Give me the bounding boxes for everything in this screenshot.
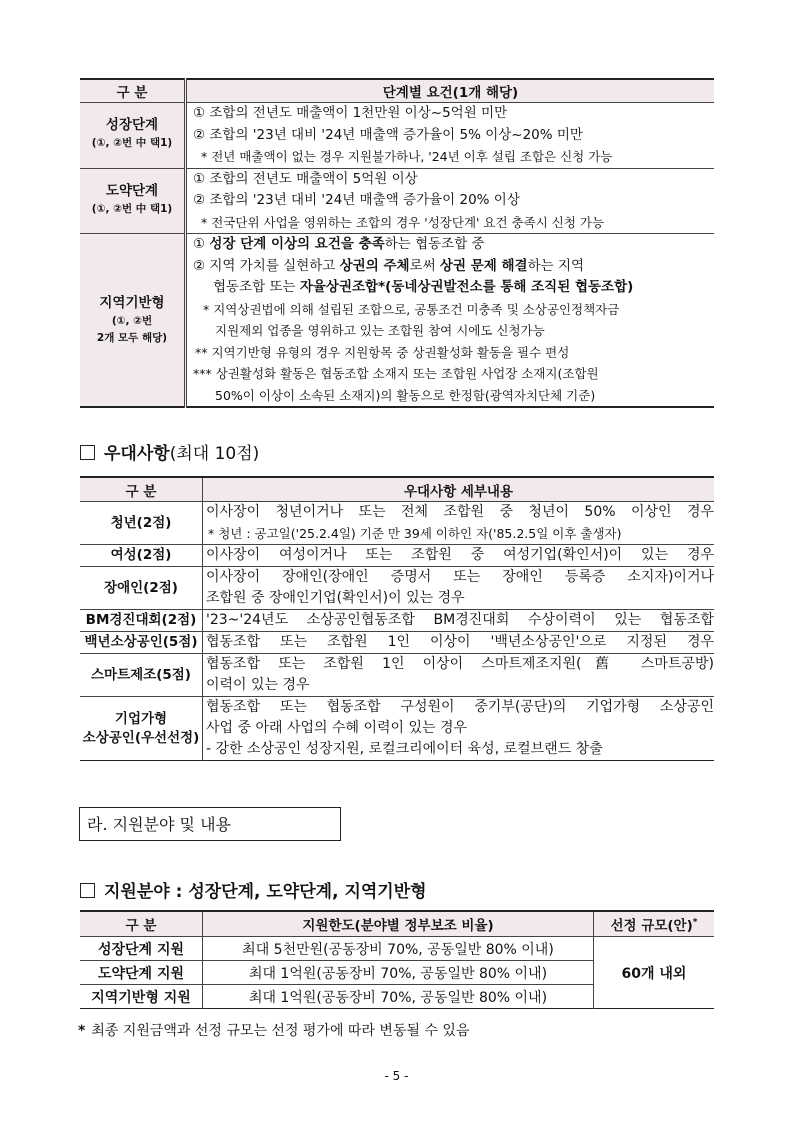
growth-label: 성장단계	[105, 117, 159, 134]
regional-note-1b: 지원제외 업종을 영위하고 있는 조합원 참여 시에도 신청가능	[215, 323, 545, 338]
table-header-row	[80, 911, 714, 937]
row-limit: 최대 1억원(공동장비 70%, 공동일반 80% 이내)	[203, 985, 594, 1009]
leap-note: * 전국단위 사업을 영위하는 조합의 경우 '성장단계' 요건 충족시 신청 가능	[201, 214, 605, 230]
row-label: 성장단계 지원	[80, 937, 203, 961]
row-line: '23~'24년도 소상공인협동조합 BM경진대회 수상이력이 있는 협동조합	[206, 612, 714, 628]
column-header-limit: 지원한도(분야별 정부보조 비율)	[203, 911, 594, 937]
table-header-row	[80, 477, 714, 502]
table-row	[80, 937, 714, 961]
row-label: 스마트제조(5점)	[80, 654, 203, 697]
regional-note-3b: 50%이 이상이 소속된 소재지)의 활동으로 한정함(광역자치단체 기준)	[215, 387, 596, 403]
support-field-heading-text: 지원분야 : 성장단계, 도약단계, 지역기반형	[104, 882, 427, 902]
table-header-row	[80, 79, 714, 103]
regional-line-1-a: ①	[193, 236, 210, 252]
footnote-mark: *	[78, 1023, 86, 1039]
row-label-regional	[80, 234, 186, 408]
regional-line-1	[193, 234, 714, 256]
page-number: - 5 -	[384, 1069, 409, 1083]
regional-note-2: ** 지역기반형 유형의 경우 지원항목 중 상권활성화 활동을 필수 편성	[195, 344, 570, 360]
support-limit-table	[80, 910, 714, 1009]
column-header-details: 우대사항 세부내용	[203, 477, 715, 502]
regional-sub-2: 2개 모두 해당)	[96, 331, 168, 344]
row-content	[203, 697, 715, 761]
column-header-scale-text: 선정 규모(안)	[610, 918, 693, 934]
regional-line-2-bold-1: 상권의 주체	[339, 257, 410, 274]
footnote-text: 최종 지원금액과 선정 규모는 선정 평가에 따라 변동될 수 있음	[91, 1023, 470, 1039]
stage-requirements-table	[80, 78, 714, 408]
selection-scale: 60개 내외	[621, 965, 687, 982]
row-limit: 최대 5천만원(공동장비 70%, 공동일반 80% 이내)	[203, 937, 594, 961]
regional-line-2-c: 로써	[409, 257, 440, 274]
row-label: 지역기반형 지원	[80, 985, 203, 1009]
leap-label: 도약단계	[105, 182, 159, 199]
table-row	[80, 545, 714, 567]
row-line: 이사장이 여성이거나 또는 조합원 중 여성기업(확인서)이 있는 경우	[206, 547, 714, 563]
table-row	[80, 567, 714, 610]
growth-content	[186, 103, 715, 169]
preference-heading-main: 우대사항	[104, 444, 170, 464]
row-content	[203, 632, 715, 654]
row-content	[203, 654, 715, 697]
regional-line-3	[193, 277, 714, 299]
row-line: 이사장이 장애인(장애인 증명서 또는 장애인 등록증 소지자)이거나	[206, 569, 714, 585]
row-line: * 청년 : 공고일('25.2.4일) 기준 만 39세 이하인 자('85.2.5일 이후 출생자)	[208, 526, 622, 541]
preference-heading-paren: (최대 10점)	[169, 444, 260, 464]
row-content	[203, 502, 715, 545]
row-content	[203, 545, 715, 567]
row-line: - 강한 소상공인 성장지원, 로컬크리에이터 육성, 로컬브랜드 창출	[206, 741, 603, 757]
regional-line-2-bold-2: 상권 문제 해결	[439, 257, 528, 274]
table-row-regional	[80, 234, 714, 408]
section-title-box: 라. 지원분야 및 내용	[79, 807, 341, 841]
table-row	[80, 697, 714, 761]
regional-sub-1: (①, ②번	[111, 314, 153, 327]
row-line: 조합원 중 장애인기업(확인서)이 있는 경우	[206, 590, 465, 606]
row-line: 이사장이 청년이거나 또는 전체 조합원 중 청년이 50% 이상인 경우	[206, 504, 714, 520]
row-label: 청년(2점)	[80, 502, 203, 545]
row-label: 백년소상공인(5점)	[80, 632, 203, 654]
row-label: 도약단계 지원	[80, 961, 203, 985]
row-line: 사업 중 아래 사업의 수혜 이력이 있는 경우	[206, 720, 468, 736]
row-label-growth	[80, 103, 186, 169]
row-label	[80, 697, 203, 761]
leap-line-1: ① 조합의 전년도 매출액이 5억원 이상	[193, 170, 418, 187]
growth-note: * 전년 매출액이 없는 경우 지원불가하나, '24년 이후 설립 조합은 신청 가능	[201, 149, 613, 164]
footnote	[78, 1020, 469, 1040]
column-header-requirements: 단계별 요건(1개 해당)	[186, 79, 715, 103]
growth-line-1: ① 조합의 전년도 매출액이 1천만원 이상~5억원 미만	[193, 105, 508, 121]
regional-line-2-a: ② 지역 가치를 실현하고	[193, 257, 340, 274]
column-header-category: 구 분	[80, 477, 203, 502]
checkbox-square-icon	[80, 445, 95, 460]
row-label-leap	[80, 168, 186, 234]
column-header-category: 구 분	[80, 79, 186, 103]
row-content	[203, 567, 715, 610]
row-line: 협동조합 또는 조합원 1인 이상이 '백년소상공인'으로 지정된 경우	[206, 634, 714, 650]
regional-line-1-c: 하는 협동조합 중	[384, 236, 485, 252]
leap-line-2: ② 조합의 '23년 대비 '24년 매출액 증가율이 20% 이상	[193, 192, 520, 208]
regional-note-3a: *** 상권활성화 활동은 협동조합 소재지 또는 조합원 사업장 소재지(조합원	[193, 366, 599, 381]
table-row-leap	[80, 168, 714, 234]
growth-sub: (①, ②번 中 택1)	[91, 137, 173, 150]
row-content	[203, 610, 715, 632]
regional-line-1-bold: 성장 단계 이상의 요건을 충족	[209, 236, 385, 252]
row-label: BM경진대회(2점)	[80, 610, 203, 632]
table-row-growth	[80, 103, 714, 169]
regional-content	[186, 234, 715, 408]
row-label: 여성(2점)	[80, 545, 203, 567]
support-field-heading	[80, 877, 427, 902]
row-label-line-2: 소상공인(우선선정)	[82, 729, 200, 746]
table-row	[80, 610, 714, 632]
checkbox-square-icon	[80, 883, 95, 898]
row-limit: 최대 1억원(공동장비 70%, 공동일반 80% 이내)	[203, 961, 594, 985]
table-row	[80, 632, 714, 654]
scale-asterisk: *	[692, 917, 698, 928]
column-header-category: 구 분	[80, 911, 203, 937]
regional-line-3-bold: 자율상권조합*(동네상권발전소를 통해 조직된 협동조합)	[299, 279, 634, 295]
column-header-scale	[594, 911, 715, 937]
row-line: 이력이 있는 경우	[206, 677, 310, 693]
preference-heading	[80, 439, 259, 464]
regional-line-3-a: 협동조합 또는	[213, 279, 300, 295]
table-row	[80, 654, 714, 697]
regional-line-2	[193, 256, 714, 278]
growth-line-2: ② 조합의 '23년 대비 '24년 매출액 증가율이 5% 이상~20% 미만	[193, 126, 583, 143]
row-line: 협동조합 또는 조합원 1인 이상이 스마트제조지원(舊 스마트공방)	[206, 656, 714, 672]
regional-label: 지역기반형	[99, 294, 165, 311]
leap-content	[186, 168, 715, 234]
regional-note-1a: * 지역상권법에 의해 설립된 조합으로, 공통조건 미충족 및 소상공인정책자금	[203, 301, 620, 317]
row-label: 장애인(2점)	[80, 567, 203, 610]
preference-table	[80, 476, 714, 761]
leap-sub: (①, ②번 中 택1)	[91, 202, 173, 215]
regional-line-2-e: 하는 지역	[527, 257, 585, 274]
row-label-line-1: 기업가형	[114, 710, 168, 727]
table-row	[80, 502, 714, 545]
row-line: 협동조합 또는 협동조합 구성원이 중기부(공단)의 기업가형 소상공인	[206, 699, 714, 715]
